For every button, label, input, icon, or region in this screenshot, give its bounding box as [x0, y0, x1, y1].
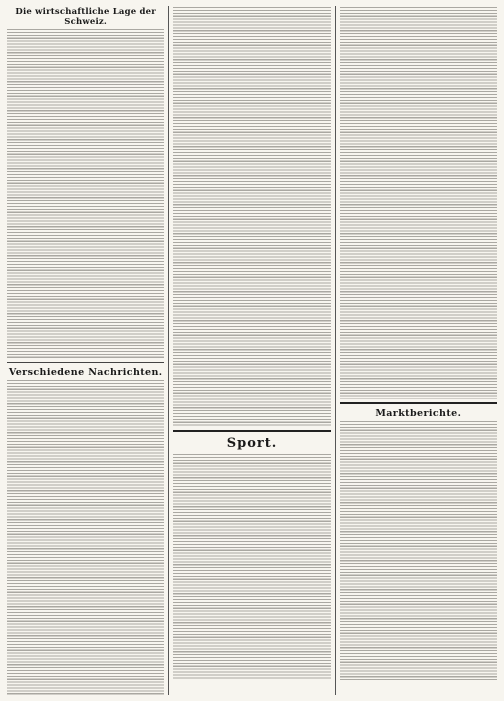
column-rule [335, 6, 336, 695]
sport-body [173, 454, 330, 679]
divider [7, 362, 164, 363]
column-rule [168, 6, 169, 695]
article-title: Die wirtschaftliche Lage der Schweiz. [15, 7, 156, 27]
column-1 [7, 6, 164, 695]
column-2 [173, 6, 330, 695]
section-title-sport: Sport. [226, 436, 278, 451]
article-continued-body [340, 7, 497, 399]
section-title-verschiedene-nachrichten: Verschiedene Nachrichten. [8, 367, 163, 378]
news-body [7, 380, 164, 695]
column-3 [340, 6, 497, 695]
article-body [7, 29, 164, 359]
market-reports-body [340, 421, 497, 681]
news-continued-body [173, 7, 330, 427]
section-title-marktberichte: Marktberichte. [375, 408, 462, 419]
divider [340, 402, 497, 404]
divider [173, 430, 330, 432]
